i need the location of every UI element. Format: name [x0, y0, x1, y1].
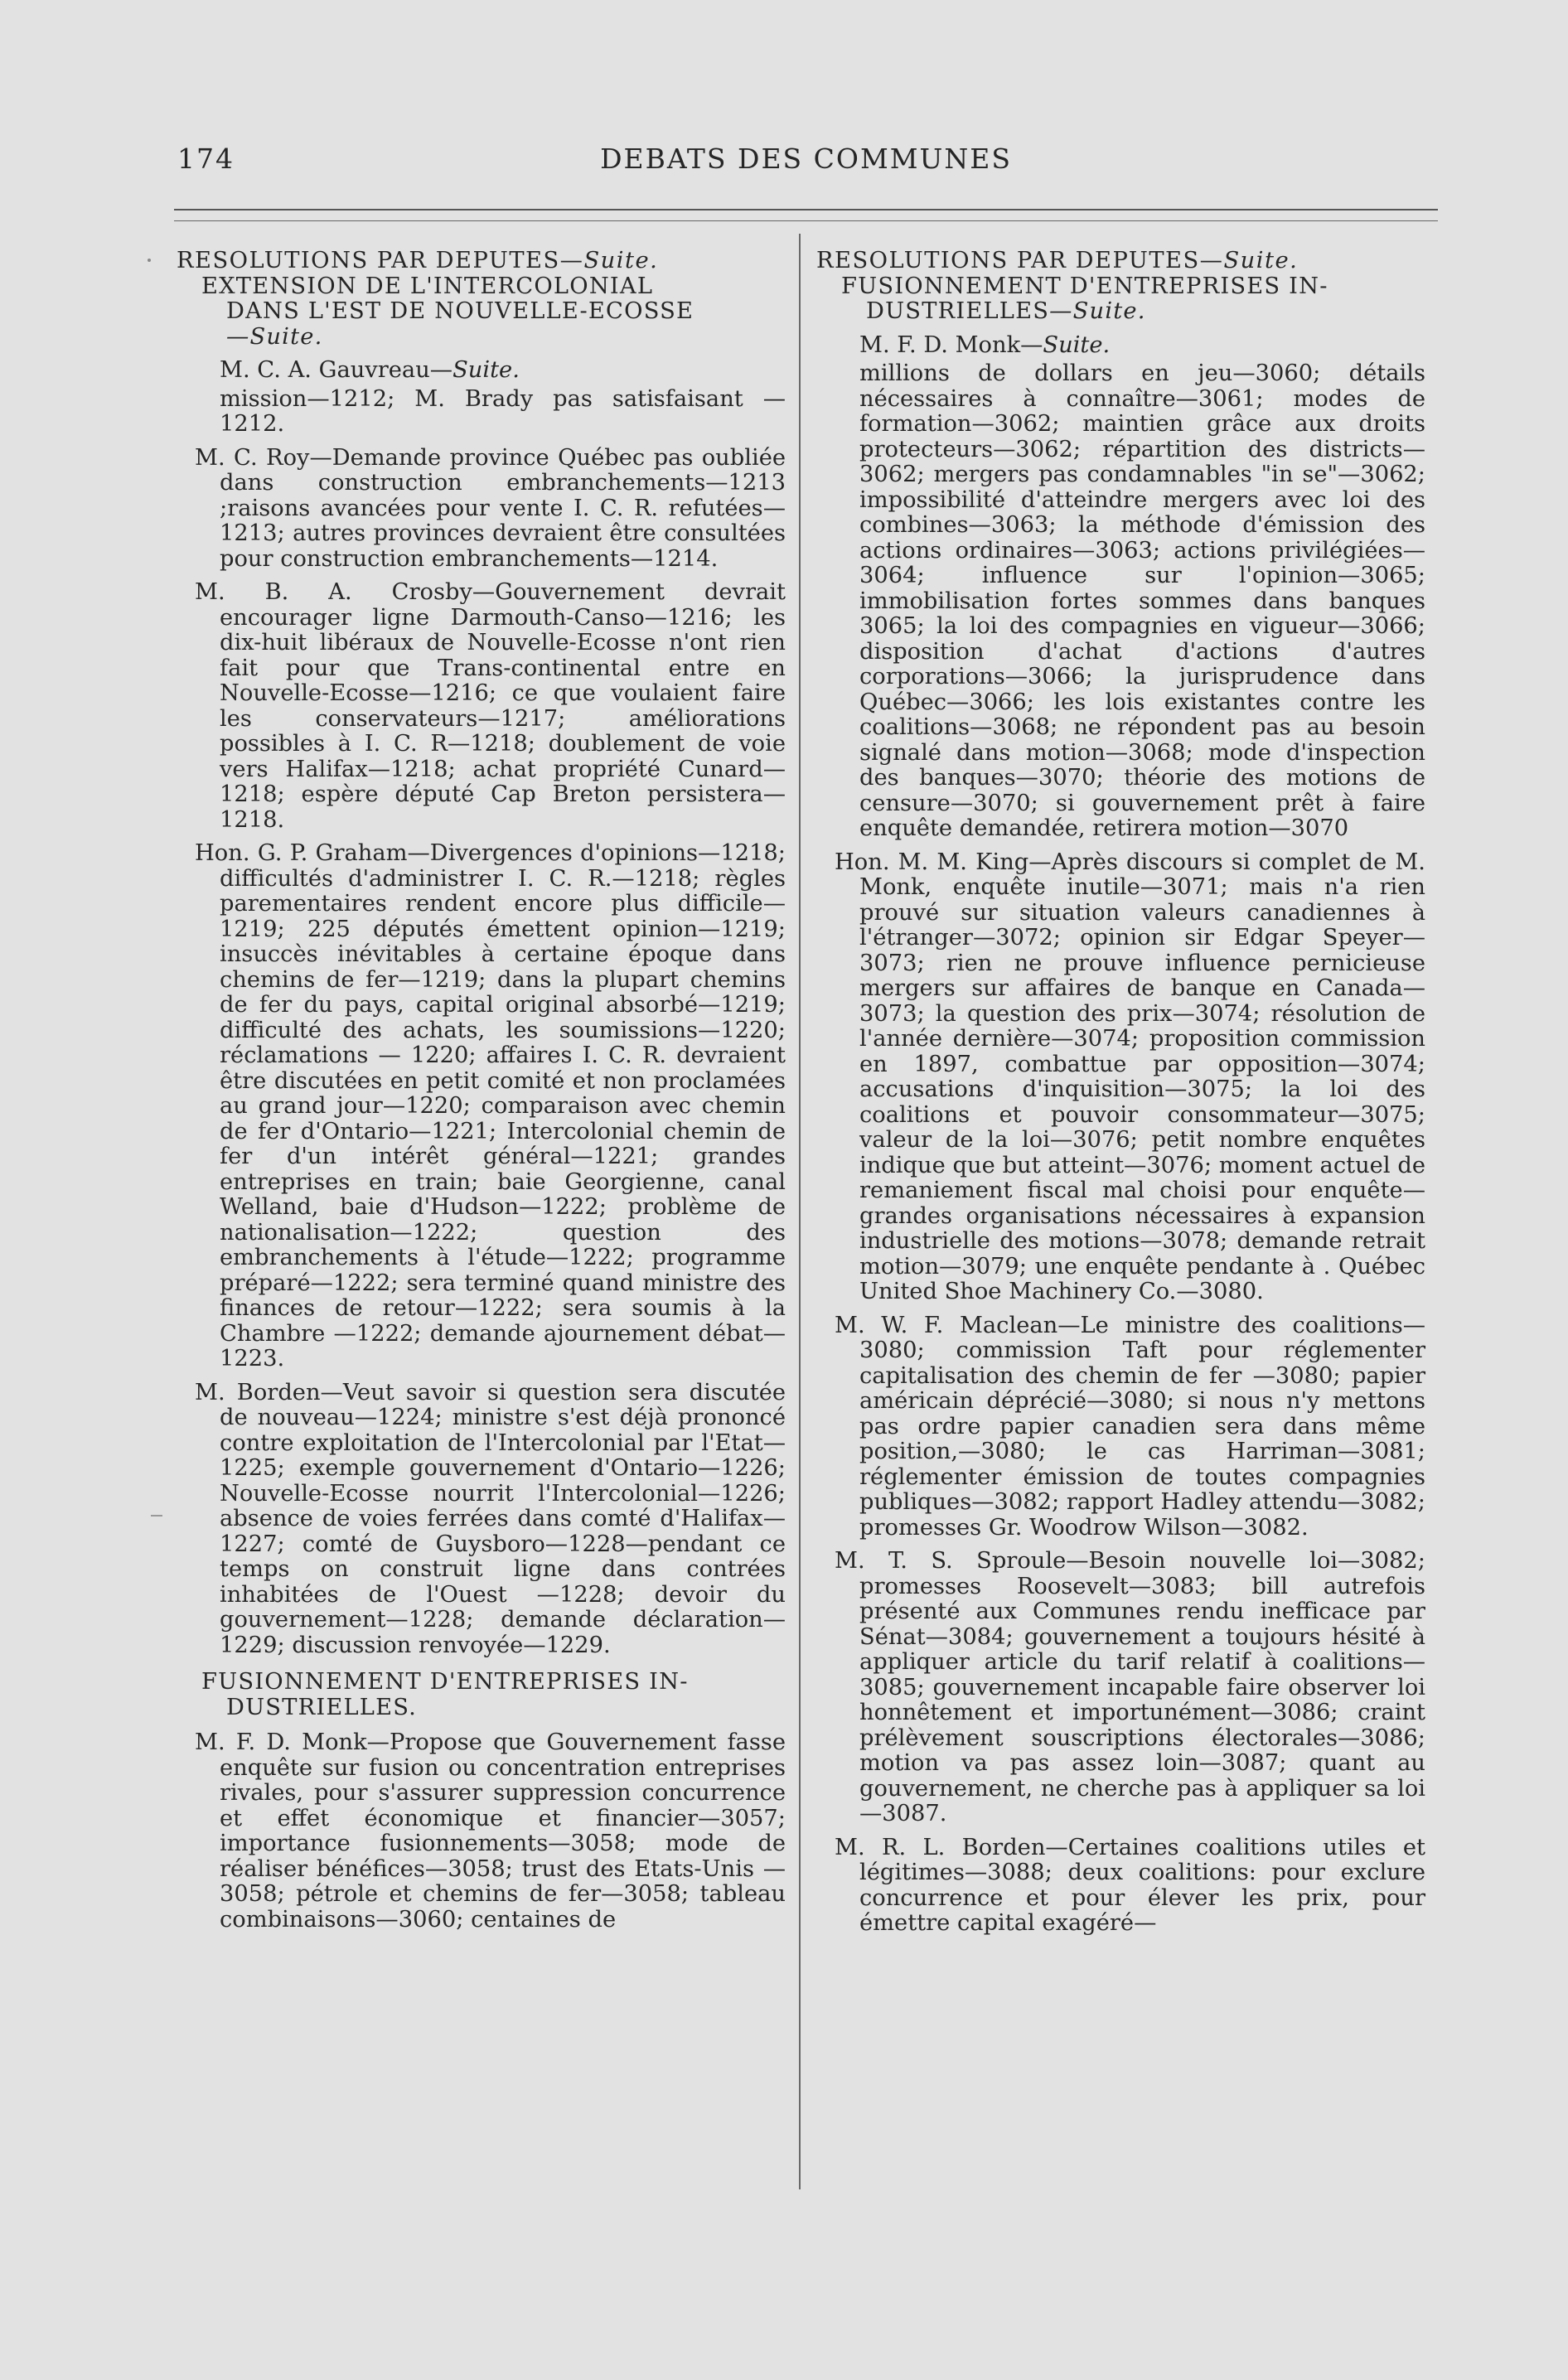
header-rule-bottom	[174, 220, 1438, 221]
speaker-name: M. F. D. Monk—	[859, 331, 1043, 358]
subheading-line-2: DANS L'EST DE NOUVELLE-ECOSSE	[226, 298, 694, 324]
index-entry: M. F. D. Monk—Propose que Gouvernement fasse enquête sur fusion ou concentration entreprises rivales, pour s'assurer suppression concurrence et effet économique et financier—3057; importance fusionnements—3058; mode de réaliser bénéfices—3058; trust des Etats-Unis —3058; pétrole et chemins de fer—3058; tableau combinaisons—3060; centaines de	[195, 1729, 786, 1933]
subheading-line-1: FUSIONNEMENT D'ENTREPRISES IN-	[841, 273, 1328, 299]
speaker-name: M. C. A. Gauvreau—	[220, 357, 453, 383]
index-entry: M. B. A. Crosby—Gouvernement devrait encourager ligne Darmouth-Canso—1216; les dix-huit libéraux de Nouvelle-Ecosse n'ont rien fait pour que Trans-continental entre en Nouvelle-Ecosse—1216; ce que voulaient faire les conservateurs—1217; améliorations possibles à I. C. R—1218; doublement de voie vers Halifax—1218; achat propriété Cunard—1218; espère député Cap Breton persistera—1218.	[195, 579, 786, 833]
speaker-line	[859, 333, 1425, 359]
index-entry: M. Borden—Veut savoir si question sera discutée de nouveau—1224; ministre s'est déjà prononcé contre exploitation de l'Intercolonial par l'Etat—1225; exemple gouvernement d'Ontario—1226; Nouvelle-Ecosse nourrit l'Intercolonial—1226; absence de voies ferrées dans comté d'Halifax—1227; comté de Guysboro—1228—pendant ce temps on construit ligne dans contrées inhabitées de l'Ouest —1228; devoir du gouvernement—1228; demande déclaration—1229; discussion renvoyée—1229.	[195, 1379, 786, 1658]
subheading-fusionnement	[201, 1670, 786, 1720]
page-speck	[148, 259, 151, 262]
subheading-line-2	[841, 299, 1425, 325]
subheading-suite: —Suite.	[1049, 298, 1146, 324]
speaker-suite: Suite.	[1043, 331, 1111, 358]
index-entry: M. R. L. Borden—Certaines coalitions utiles et légitimes—3088; deux coalitions: pour exclure concurrence et pour élever les prix, pour émettre capital exagéré—	[835, 1834, 1425, 1936]
right-column	[816, 249, 1425, 1945]
header-rule-top	[174, 209, 1438, 210]
section-suite: Suite.	[583, 248, 659, 273]
speaker-line	[220, 358, 786, 384]
index-entry: mission—1212; M. Brady pas satisfaisant —1212.	[220, 385, 786, 437]
subheading-line-1: EXTENSION DE L'INTERCOLONIAL	[201, 273, 654, 299]
margin-mark	[151, 1515, 162, 1517]
section-heading-text: RESOLUTIONS PAR DEPUTES	[177, 248, 560, 273]
page-header	[174, 143, 1438, 184]
subheading-line-2-text: DUSTRIELLES	[866, 298, 1050, 324]
index-entry: millions de dollars en jeu—3060; détails nécessaires à connaître—3061; modes de formation—3062; maintien grâce aux droits protecteurs—3062; répartition des districts—3062; mergers pas condamnables "in se"—3062; impossibilité d'atteindre mergers avec loi des combines—3063; la méthode d'émission des actions ordinaires—3063; actions privilégiées—3064; influence sur l'opinion—3065; immobilisation fortes sommes dans banques 3065; la loi des compagnies en vigueur—3066; disposition d'achat d'actions d'autres corporations—3066; la jurisprudence dans Québec—3066; les lois existantes contre les coalitions—3068; ne répondent pas au besoin signalé dans motion—3068; mode d'inspection des banques—3070; théorie des motions de censure—3070; si gouvernement prêt à faire enquête demandée, retirera motion—3070	[859, 360, 1425, 841]
index-entry: M. T. S. Sproule—Besoin nouvelle loi—3082; promesses Roosevelt—3083; bill autrefois présenté aux Communes rendu inefficace par Sénat—3084; gouvernement a toujours hésité à appliquer article du tarif relatif à coalitions—3085; gouvernement incapable faire observer loi honnêtement et importunément—3086; craint prélèvement souscriptions électorales—3086; motion va pas assez loin—3087; quant au gouvernement, ne cherche pas à appliquer sa loi—3087.	[835, 1548, 1425, 1826]
section-heading: RESOLUTIONS PAR DEPUTES—Suite.	[177, 248, 659, 273]
subheading-extension	[201, 274, 786, 351]
index-entry: Hon. M. M. King—Après discours si complet de M. Monk, enquête inutile—3071; mais n'a rien prouvé sur situation valeurs canadiennes à l'étranger—3072; opinion sir Edgar Speyer—3073; rien ne prouve influence pernicieuse mergers sur affaires de banque en Canada—3073; la question des prix—3074; résolution de l'année dernière—3074; proposition commission en 1897, combattue par opposition—3074; accusations d'inquisition—3075; la loi des coalitions et pouvoir consommateur—3075; valeur de la loi—3076; petit nombre enquêtes indique que but atteint—3076; moment actuel de remaniement fiscal mal choisi pour enquête—grandes organisations nécessaires à expansion industrielle des motions—3078; demande retrait motion—3079; une enquête pendante à . Québec United Shoe Machinery Co.—3080.	[835, 849, 1425, 1304]
page-number: 174	[177, 143, 235, 175]
subheading-line-2: DUSTRIELLES.	[226, 1694, 418, 1720]
section-heading: RESOLUTIONS PAR DEPUTES—Suite.	[816, 248, 1299, 273]
subheading-fusionnement-suite	[841, 274, 1425, 325]
subheading-line-1: FUSIONNEMENT D'ENTREPRISES IN-	[201, 1669, 689, 1695]
page-title: DEBATS DES COMMUNES	[600, 143, 1012, 175]
index-entry: M. C. Roy—Demande province Québec pas oubliée dans construction embranchements—1213 ;raisons avancées pour vente I. C. R. refutées—1213; autres provinces devraient être consultées pour construction embranchements—1214.	[195, 444, 786, 572]
section-suite: Suite.	[1223, 248, 1299, 273]
column-divider	[799, 234, 801, 2189]
section-heading-text: RESOLUTIONS PAR DEPUTES	[816, 248, 1200, 273]
index-entry: M. W. F. Maclean—Le ministre des coalitions—3080; commission Taft pour réglementer capitalisation des chemin de fer —3080; papier américain déprécié—3080; si nous n'y mettons pas ordre papier canadien sera dans même position,—3080; le cas Harriman—3081; réglementer émission de toutes compagnies publiques—3082; rapport Hadley attendu—3082; promesses Gr. Woodrow Wilson—3082.	[835, 1312, 1425, 1541]
speaker-suite: Suite.	[452, 357, 520, 383]
subheading-suite: —Suite.	[226, 323, 323, 350]
left-column	[177, 249, 786, 1941]
index-entry: Hon. G. P. Graham—Divergences d'opinions—1218; difficultés d'administrer I. C. R.—1218; règles parementaires rendent encore plus difficile—1219; 225 députés émettent opinion—1219; insuccès inévitables à certaine époque dans chemins de fer—1219; dans la plupart chemins de fer du pays, capital original absorbé—1219; difficulté des achats, les soumissions—1220; réclamations — 1220; affaires I. C. R. devraient être discutées en petit comité et non proclamées au grand jour—1220; comparaison avec chemin de fer d'Ontario—1221; Intercolonial chemin de fer d'un intérêt général—1221; grandes entreprises en train; baie Georgienne, canal Welland, baie d'Hudson—1222; problème de nationalisation—1222; question des embranchements à l'étude—1222; programme préparé—1222; sera terminé quand ministre des finances de retour—1222; sera soumis à la Chambre —1222; demande ajournement débat—1223.	[195, 840, 786, 1371]
